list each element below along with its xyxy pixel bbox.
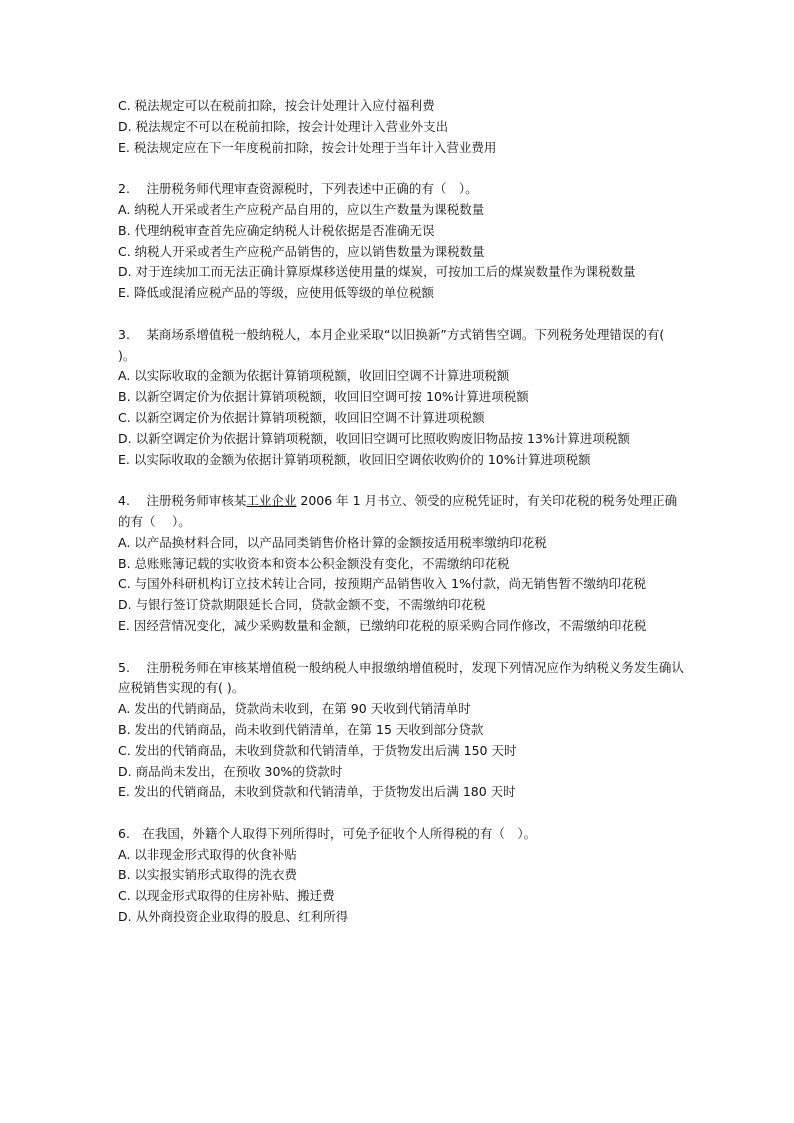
option-e: E. 以实际收取的金额为依据计算销项税额，收回旧空调依收购价的 10%计算进项税额 <box>118 451 591 467</box>
carryover-options <box>118 96 684 158</box>
option-c: C. 税法规定可以在税前扣除，按会计处理计入应付福利费 <box>118 98 435 113</box>
option-c: C. 以新空调定价为依据计算销项税额，收回旧空调不计算进项税额 <box>118 409 485 425</box>
option-d: D. 与银行签订贷款期限延长合同，贷款金额不变，不需缴纳印花税 <box>118 597 486 613</box>
stem-post: 2006 年 1 月书立、领受的应税凭证时，有关印花税的税务处理正确的有（ ）。 <box>118 493 678 529</box>
option-e: E. 因经营情况变化，减少采购数量和金额，已缴纳印花税的原采购合同作修改，不需缴纳印花税 <box>118 617 647 633</box>
option-b: B. 以实报实销形式取得的洗衣费 <box>118 867 298 883</box>
option-a: A. 以实际收取的金额为依据计算销项税额，收回旧空调不计算进项税额 <box>118 368 510 384</box>
option-d: D. 从外商投资企业取得的股息、红利所得 <box>118 909 349 925</box>
option-b: B. 以新空调定价为依据计算销项税额，收回旧空调可按 10%计算进项税额 <box>118 389 529 405</box>
option-b: B. 总账账簿记载的实收资本和资本公积金额没有变化，不需缴纳印花税 <box>118 555 510 571</box>
option-d: D. 对于连续加工而无法正确计算原煤移送使用量的煤炭，可按加工后的煤炭数量作为课税数量 <box>118 264 636 280</box>
question-stem: 2. 注册税务师代理审查资源税时，下列表述中正确的有（ ）。 <box>118 181 478 197</box>
option-a: A. 以非现金形式取得的伙食补贴 <box>118 846 297 862</box>
option-d: D. 商品尚未发出，在预收 30%的贷款时 <box>118 763 343 779</box>
question-stem: 5. 注册税务师在审核某增值税一般纳税人申报缴纳增值税时，发现下列情况应作为纳税义务发生确认应税销售实现的有( )。 <box>118 659 684 696</box>
option-d: D. 税法规定不可以在税前扣除，按会计处理计入营业外支出 <box>118 118 449 134</box>
stem-pre: 4. 注册税务师审核某 <box>118 493 247 509</box>
underlined-term: 工业企业 <box>246 493 297 509</box>
option-c: C. 与国外科研机构订立技术转让合同，按预期产品销售收入 1%付款，尚无销售暂不缴纳印花税 <box>118 576 646 592</box>
option-a: A. 纳税人开采或者生产应税产品自用的，应以生产数量为课税数量 <box>118 201 485 217</box>
question-6 <box>118 824 684 928</box>
option-a: A. 发出的代销商品，贷款尚未收到，在第 90 天收到代销清单时 <box>118 701 471 717</box>
option-c: C. 以现金形式取得的住房补贴、搬迁费 <box>118 888 335 904</box>
question-3 <box>118 325 684 471</box>
option-c: C. 发出的代销商品，未收到贷款和代销清单，于货物发出后满 150 天时 <box>118 742 517 758</box>
question-stem: 6. 在我国，外籍个人取得下列所得时，可免予征收个人所得税的有（ ）。 <box>118 825 537 841</box>
option-b: B. 发出的代销商品，尚未收到代销清单，在第 15 天收到部分贷款 <box>118 721 484 737</box>
option-e: E. 发出的代销商品，未收到贷款和代销清单，于货物发出后满 180 天时 <box>118 784 516 800</box>
option-a: A. 以产品换材料合同，以产品同类销售价格计算的金额按适用税率缴纳印花税 <box>118 534 547 550</box>
option-e: E. 降低或混淆应税产品的等级，应使用低等级的单位税额 <box>118 285 434 301</box>
question-5 <box>118 658 684 804</box>
option-b: B. 代理纳税审查首先应确定纳税人计税依据是否准确无误 <box>118 222 435 238</box>
document-page <box>118 96 684 928</box>
question-stem: 3. 某商场系增值税一般纳税人，本月企业采取“以旧换新”方式销售空调。下列税务处理错误的有( )。 <box>118 326 665 363</box>
option-e: E. 税法规定应在下一年度税前扣除，按会计处理于当年计入营业费用 <box>118 139 497 155</box>
question-4 <box>118 491 684 637</box>
option-d: D. 以新空调定价为依据计算销项税额，收回旧空调可比照收购废旧物品按 13%计算进项税额 <box>118 430 630 446</box>
option-c: C. 纳税人开采或者生产应税产品销售的，应以销售数量为课税数量 <box>118 243 485 259</box>
question-2 <box>118 179 684 304</box>
question-stem <box>118 491 684 533</box>
